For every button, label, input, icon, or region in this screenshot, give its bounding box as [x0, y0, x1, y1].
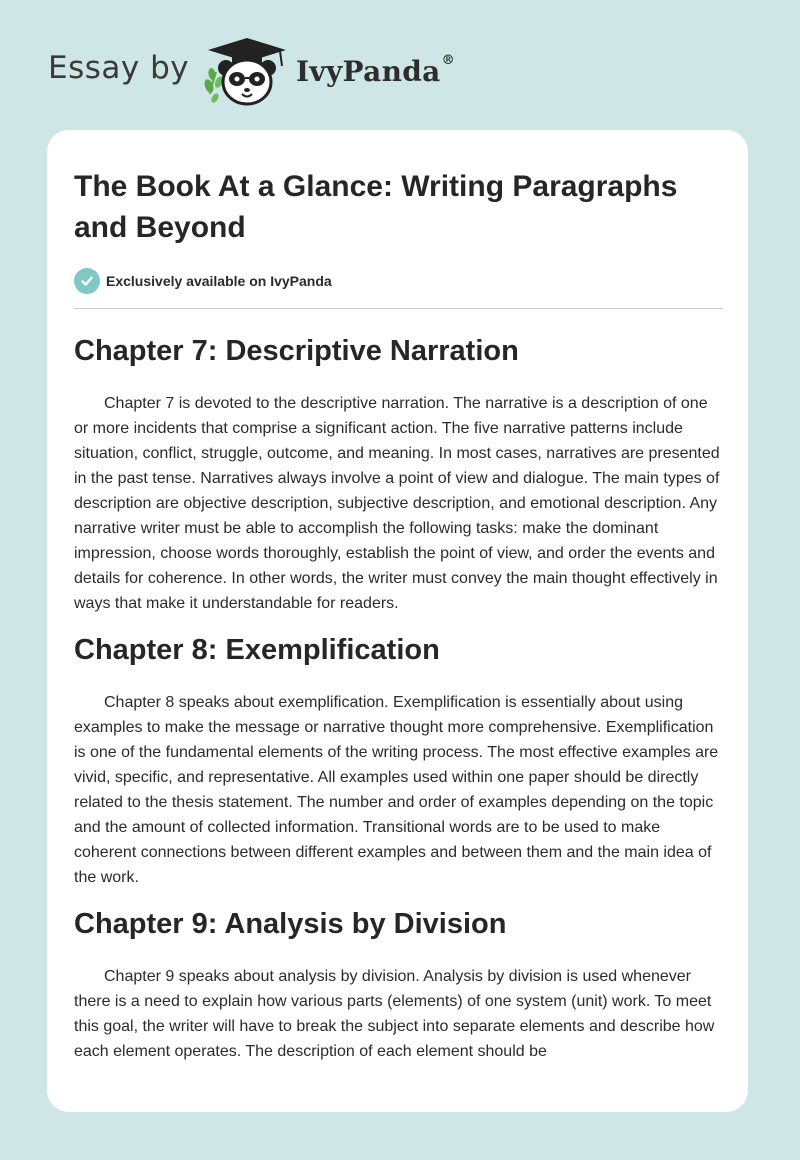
section-paragraph: Chapter 7 is devoted to the descriptive narration. The narrative is a description of one or more incidents that comprise a significant action. The five narrative patterns include situation, conflict, struggle, outcome, and meaning. In most cases, narratives are presented in the past tense. Narratives always involve a point of view and dialogue. The main types of description are objective description, subjective description, and emotional description. Any narrative writer must be able to accomplish the following tasks: make the dominant impression, choose words thoroughly, establish the point of view, and order the events and details for coherence. In other words, the writer must convey the main thought effectively in ways that make it understandable for readers. — [74, 395, 720, 612]
section-paragraph: Chapter 8 speaks about exemplification. Exemplification is essentially about using examples to make the message or narrative thought more comprehensive. Exemplification is one of the fundamental elements of the writing process. The most effective examples are vivid, specific, and representative. All examples used within one paper should be directly related to the thesis statement. The number and order of examples depending on the topic and the amount of collected information. Transitional words are to be used to make coherent connections between different examples and between them and the main idea of the work. — [74, 694, 719, 886]
section-heading: Chapter 8: Exemplification — [74, 634, 440, 666]
title-divider — [74, 308, 723, 309]
essay-content — [74, 166, 724, 1064]
section-chapter-8 — [74, 632, 724, 890]
section-chapter-9 — [74, 906, 724, 1064]
registered-mark: ® — [441, 53, 455, 68]
essay-card — [47, 130, 748, 1112]
brand-name: IvyPanda — [296, 55, 441, 88]
check-badge-icon — [74, 268, 100, 294]
exclusive-notice — [74, 268, 724, 294]
brand-logo-text[interactable] — [296, 55, 455, 88]
section-paragraph: Chapter 9 speaks about analysis by division. Analysis by division is used whenever there is a need to explain how various parts (elements) of one system (unit) work. To meet this goal, the writer will have to break the subject into separate elements and describe how each element operates. The description of each element should be — [74, 968, 715, 1060]
site-header — [0, 0, 800, 120]
essay-title: The Book At a Glance: Writing Paragraphs and Beyond — [74, 170, 678, 244]
panda-graduate-logo-icon[interactable] — [202, 36, 292, 108]
exclusive-label: Exclusively available on IvyPanda — [106, 273, 332, 289]
section-chapter-7 — [74, 333, 724, 616]
section-heading: Chapter 7: Descriptive Narration — [74, 335, 519, 367]
section-heading: Chapter 9: Analysis by Division — [74, 908, 507, 940]
essay-by-label: Essay by — [48, 50, 190, 86]
